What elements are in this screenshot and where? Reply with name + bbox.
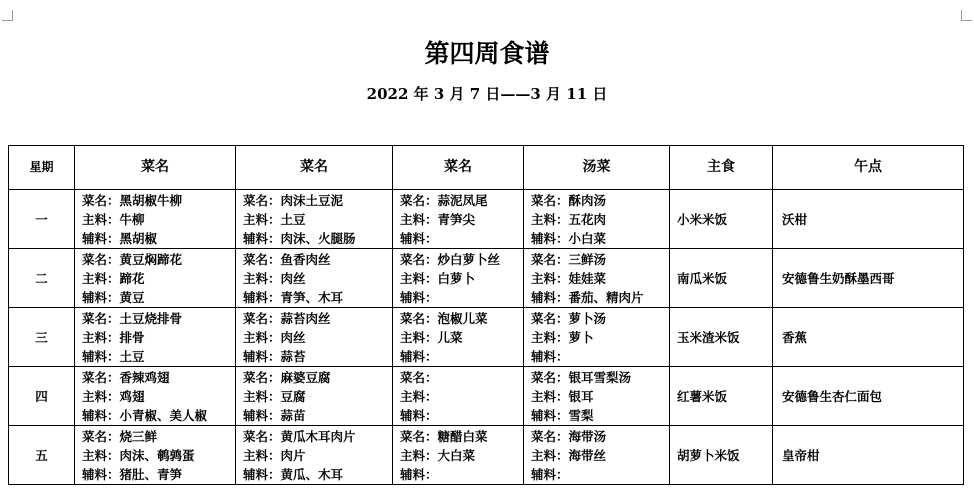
main-ingredient-line: 主料：娃娃菜 <box>531 270 607 286</box>
main-ingredient-line: 主料：海带丝 <box>531 447 607 463</box>
header-soup: 汤菜 <box>524 146 670 190</box>
table-row <box>9 308 964 367</box>
dish-name-line: 菜名：黄豆焖蹄花 <box>82 251 183 267</box>
snack-cell: 安德鲁生奶酥墨西哥 <box>773 249 964 308</box>
dish-name-line: 菜名：海带汤 <box>531 428 607 444</box>
dish-name-line: 菜名：糖醋白菜 <box>400 428 488 444</box>
side-ingredient-line: 辅料： <box>531 348 569 364</box>
dish-name-line: 菜名：三鲜汤 <box>531 251 607 267</box>
weekly-menu-table <box>8 145 964 485</box>
dish-name-line: 菜名：银耳雪梨汤 <box>531 369 632 385</box>
dish-cell <box>75 367 236 426</box>
header-snack: 午点 <box>773 146 964 190</box>
weekday-cell: 五 <box>9 426 75 485</box>
page-corner-mark-left <box>2 10 13 21</box>
table-row <box>9 367 964 426</box>
snack-cell: 安德鲁生杏仁面包 <box>773 367 964 426</box>
staple-cell: 南瓜米饭 <box>670 249 773 308</box>
side-ingredient-line: 辅料： <box>400 289 438 305</box>
dish-cell <box>75 426 236 485</box>
staple-cell: 小米米饭 <box>670 190 773 249</box>
header-weekday: 星期 <box>9 146 75 190</box>
dish-cell <box>393 426 524 485</box>
main-ingredient-line: 主料：鸡翅 <box>82 388 145 404</box>
dish-name-line: 菜名：麻婆豆腐 <box>243 369 331 385</box>
dish-cell <box>393 308 524 367</box>
dish-cell <box>75 249 236 308</box>
weekday-cell: 一 <box>9 190 75 249</box>
side-ingredient-line: 辅料： <box>531 466 569 482</box>
main-ingredient-line: 主料：萝卜 <box>531 329 594 345</box>
dish-name-line: 菜名：黑胡椒牛柳 <box>82 192 183 208</box>
main-ingredient-line: 主料： <box>400 388 438 404</box>
main-ingredient-line: 主料：白萝卜 <box>400 270 476 286</box>
side-ingredient-line: 辅料：黄瓜、木耳 <box>243 466 344 482</box>
staple-cell: 红薯米饭 <box>670 367 773 426</box>
staple-cell: 胡萝卜米饭 <box>670 426 773 485</box>
dish-name-line: 菜名：酥肉汤 <box>531 192 607 208</box>
dish-name-line: 菜名： <box>400 369 438 385</box>
dish-name-line: 菜名：泡椒儿菜 <box>400 310 488 326</box>
main-ingredient-line: 主料：肉丝 <box>243 270 306 286</box>
dish-cell <box>393 190 524 249</box>
dish-cell <box>236 308 393 367</box>
main-ingredient-line: 主料：豆腐 <box>243 388 306 404</box>
main-ingredient-line: 主料：排骨 <box>82 329 145 345</box>
main-ingredient-line: 主料：儿菜 <box>400 329 463 345</box>
soup-cell <box>524 308 670 367</box>
snack-cell: 沃柑 <box>773 190 964 249</box>
dish-name-line: 菜名：萝卜汤 <box>531 310 607 326</box>
side-ingredient-line: 辅料：猪肚、青笋 <box>82 466 183 482</box>
dish-name-line: 菜名：黄瓜木耳肉片 <box>243 428 356 444</box>
side-ingredient-line: 辅料：番茄、精肉片 <box>531 289 644 305</box>
dish-name-line: 菜名：香辣鸡翅 <box>82 369 170 385</box>
main-ingredient-line: 主料：肉片 <box>243 447 306 463</box>
soup-cell <box>524 249 670 308</box>
weekday-cell: 三 <box>9 308 75 367</box>
dish-name-line: 菜名：肉沫土豆泥 <box>243 192 344 208</box>
side-ingredient-line: 辅料：青笋、木耳 <box>243 289 344 305</box>
side-ingredient-line: 辅料： <box>400 407 438 423</box>
dish-cell <box>75 190 236 249</box>
soup-cell <box>524 367 670 426</box>
side-ingredient-line: 辅料：小白菜 <box>531 230 607 246</box>
side-ingredient-line: 辅料： <box>400 348 438 364</box>
page-title: 第四周食谱 <box>424 39 550 68</box>
dish-name-line: 菜名：土豆烧排骨 <box>82 310 183 326</box>
dish-name-line: 菜名：蒜泥凤尾 <box>400 192 488 208</box>
snack-cell: 皇帝柑 <box>773 426 964 485</box>
main-ingredient-line: 主料：蹄花 <box>82 270 145 286</box>
table-row <box>9 426 964 485</box>
side-ingredient-line: 辅料：黄豆 <box>82 289 145 305</box>
staple-cell: 玉米渣米饭 <box>670 308 773 367</box>
side-ingredient-line: 辅料：蒜苗 <box>243 407 306 423</box>
side-ingredient-line: 辅料： <box>400 230 438 246</box>
side-ingredient-line: 辅料：肉沫、火腿肠 <box>243 230 356 246</box>
snack-cell: 香蕉 <box>773 308 964 367</box>
dish-cell <box>236 249 393 308</box>
side-ingredient-line: 辅料： <box>400 466 438 482</box>
main-ingredient-line: 主料：肉沫、鹌鹑蛋 <box>82 447 195 463</box>
main-ingredient-line: 主料：五花肉 <box>531 211 607 227</box>
dish-name-line: 菜名：鱼香肉丝 <box>243 251 331 267</box>
main-ingredient-line: 主料：青笋尖 <box>400 211 476 227</box>
dish-cell <box>236 367 393 426</box>
dish-name-line: 菜名：炒白萝卜丝 <box>400 251 501 267</box>
soup-cell <box>524 426 670 485</box>
side-ingredient-line: 辅料：土豆 <box>82 348 145 364</box>
soup-cell <box>524 190 670 249</box>
main-ingredient-line: 主料：牛柳 <box>82 211 145 227</box>
dish-cell <box>75 308 236 367</box>
side-ingredient-line: 辅料：小青椒、美人椒 <box>82 407 208 423</box>
main-ingredient-line: 主料：银耳 <box>531 388 594 404</box>
main-ingredient-line: 主料：肉丝 <box>243 329 306 345</box>
table-row <box>9 249 964 308</box>
main-ingredient-line: 主料：大白菜 <box>400 447 476 463</box>
weekday-cell: 四 <box>9 367 75 426</box>
page-corner-mark-right <box>961 10 972 21</box>
main-ingredient-line: 主料：土豆 <box>243 211 306 227</box>
header-row <box>9 146 964 190</box>
header-dish-2: 菜名 <box>236 146 393 190</box>
dish-cell <box>236 426 393 485</box>
dish-cell <box>393 249 524 308</box>
weekday-cell: 二 <box>9 249 75 308</box>
dish-cell <box>236 190 393 249</box>
header-dish-3: 菜名 <box>393 146 524 190</box>
side-ingredient-line: 辅料：蒜苔 <box>243 348 306 364</box>
side-ingredient-line: 辅料：黑胡椒 <box>82 230 158 246</box>
header-dish-1: 菜名 <box>75 146 236 190</box>
table-row <box>9 190 964 249</box>
dish-cell <box>393 367 524 426</box>
dish-name-line: 菜名：烧三鲜 <box>82 428 158 444</box>
side-ingredient-line: 辅料：雪梨 <box>531 407 594 423</box>
header-staple: 主食 <box>670 146 773 190</box>
date-range: 2022 年 3 月 7 日——3 月 11 日 <box>366 85 608 103</box>
dish-name-line: 菜名：蒜苔肉丝 <box>243 310 331 326</box>
